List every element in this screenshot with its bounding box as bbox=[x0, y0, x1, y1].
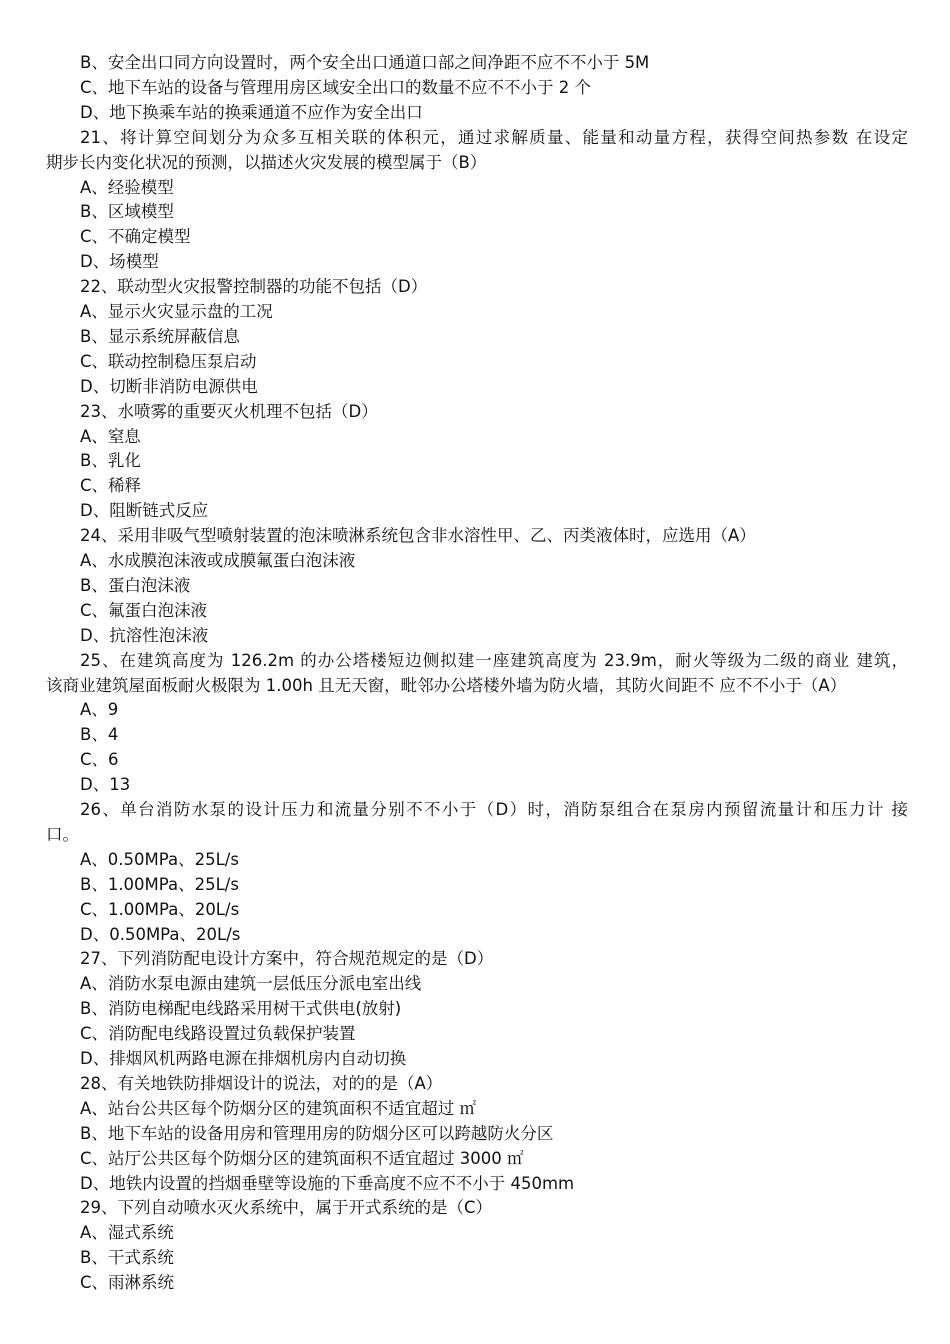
answer-option: B、1.00MPa、25L/s bbox=[80, 874, 239, 894]
answer-option: B、4 bbox=[80, 725, 119, 745]
question-line: 25、在建筑高度为 126.2m 的办公塔楼短边侧拟建一座建筑高度为 23.9m，耐火等级为二级的商业 建筑， bbox=[80, 650, 908, 670]
answer-option: D、地铁内设置的挡烟垂壁等设施的下垂高度不应不不小于 450mm bbox=[80, 1173, 575, 1193]
question-line: 28、有关地铁防排烟设计的说法，对的的是（A） bbox=[80, 1073, 443, 1093]
answer-option: C、稀释 bbox=[80, 476, 142, 496]
question-line: 21、将计算空间划分为众多互相关联的体积元，通过求解质量、能量和动量方程，获得空间热参数 在设定 bbox=[80, 127, 908, 147]
answer-option: A、湿式系统 bbox=[80, 1223, 174, 1243]
answer-option: C、地下车站的设备与管理用房区域安全出口的数量不应不不小于 2 个 bbox=[80, 77, 592, 97]
question-continuation: 该商业建筑屋面板耐火极限为 1.00h 且无天窗，毗邻办公塔楼外墙为防火墙，其防火间距不 应不不小于（A） bbox=[46, 675, 847, 695]
question-continuation: 期步长内变化状况的预测，以描述火灾发展的模型属于（B） bbox=[46, 152, 487, 172]
question-line: 26、单台消防水泵的设计压力和流量分别不不小于（D）时，消防泵组合在泵房内预留流量计和压力计 接 bbox=[80, 800, 908, 819]
answer-option: A、站台公共区每个防烟分区的建筑面积不适宜超过 ㎡ bbox=[80, 1098, 477, 1118]
answer-option: C、不确定模型 bbox=[80, 227, 191, 247]
answer-option: D、排烟风机两路电源在排烟机房内自动切换 bbox=[80, 1049, 407, 1068]
answer-option: D、场模型 bbox=[80, 252, 159, 272]
answer-option: A、水成膜泡沫液或成膜氟蛋白泡沫液 bbox=[80, 551, 356, 570]
answer-option: B、区域模型 bbox=[80, 202, 174, 222]
answer-option: D、地下换乘车站的换乘通道不应作为安全出口 bbox=[80, 102, 423, 122]
answer-option: C、消防配电线路设置过负载保护装置 bbox=[80, 1024, 356, 1044]
answer-option: A、9 bbox=[80, 700, 119, 720]
answer-option: D、0.50MPa、20L/s bbox=[80, 924, 241, 944]
answer-option: C、6 bbox=[80, 750, 119, 770]
question-line: 23、水喷雾的重要灭火机理不包括（D） bbox=[80, 401, 378, 421]
answer-option: C、雨淋系统 bbox=[80, 1273, 175, 1293]
answer-option: D、13 bbox=[80, 775, 131, 795]
answer-option: B、乳化 bbox=[80, 451, 141, 471]
answer-option: D、阻断链式反应 bbox=[80, 501, 209, 521]
answer-option: C、1.00MPa、20L/s bbox=[80, 899, 240, 919]
question-line: 24、采用非吸气型喷射装置的泡沫喷淋系统包含非水溶性甲、乙、丙类液体时，应选用（A） bbox=[80, 526, 756, 546]
answer-option: D、切断非消防电源供电 bbox=[80, 376, 258, 396]
answer-option: B、蛋白泡沫液 bbox=[80, 575, 191, 595]
answer-option: B、地下车站的设备用房和管理用房的防烟分区可以跨越防火分区 bbox=[80, 1123, 554, 1143]
answer-option: B、显示系统屏蔽信息 bbox=[80, 326, 240, 346]
answer-option: C、站厅公共区每个防烟分区的建筑面积不适宜超过 3000 ㎡ bbox=[80, 1148, 524, 1168]
answer-option: B、安全出口同方向设置时，两个安全出口通道口部之间净距不应不不小于 5M bbox=[80, 53, 650, 72]
question-continuation: 口。 bbox=[46, 824, 79, 844]
question-line: 22、联动型火灾报警控制器的功能不包括（D） bbox=[80, 277, 428, 297]
answer-option: C、氟蛋白泡沫液 bbox=[80, 600, 208, 620]
answer-option: A、经验模型 bbox=[80, 177, 174, 197]
answer-option: C、联动控制稳压泵启动 bbox=[80, 351, 257, 371]
answer-option: B、消防电梯配电线路采用树干式供电(放射) bbox=[80, 999, 402, 1019]
question-line: 27、下列消防配电设计方案中，符合规范规定的是（D） bbox=[80, 949, 494, 969]
answer-option: A、消防水泵电源由建筑一层低压分派电室出线 bbox=[80, 974, 422, 994]
answer-option: A、窒息 bbox=[80, 426, 141, 446]
answer-option: A、显示火灾显示盘的工况 bbox=[80, 302, 273, 321]
question-line: 29、下列自动喷水灭火系统中，属于开式系统的是（C） bbox=[80, 1198, 493, 1218]
answer-option: B、干式系统 bbox=[80, 1248, 174, 1268]
answer-option: D、抗溶性泡沫液 bbox=[80, 625, 209, 645]
answer-option: A、0.50MPa、25L/s bbox=[80, 849, 239, 869]
